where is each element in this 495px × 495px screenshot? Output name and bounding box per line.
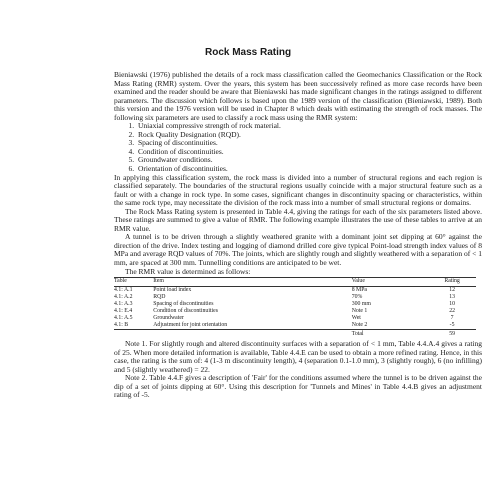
total-value: 59: [430, 330, 476, 339]
table-cell: RQD: [153, 294, 166, 301]
list-item: 6. Orientation of discontinuities.: [136, 165, 482, 174]
table-cell: 4.1: A.5: [114, 315, 133, 322]
rmr-system-paragraph: The Rock Mass Rating system is presented in Table 4.4, giving the ratings for each of the six parameters listed above. These ratings are summed to give a value of RMR. The following example illustrates the use of these tables to arrive at an RMR value.: [114, 206, 482, 233]
table-cell: 4.1: A.3: [114, 301, 133, 308]
table-cell: Point load index: [153, 287, 192, 294]
table-cell: 4.1: E.4: [114, 308, 133, 315]
table-cell: Note 2: [351, 322, 368, 329]
column-header: Item: [153, 278, 351, 287]
table-row: [114, 287, 476, 295]
table-cell: 12: [449, 287, 455, 294]
table-cell: -5: [449, 322, 455, 329]
table-cell: 8 MPa: [351, 287, 367, 294]
table-cell: 4.1: A.1: [114, 287, 133, 294]
list-item: 4. Condition of discontinuities.: [136, 148, 482, 157]
table-header-row: [114, 278, 476, 287]
rmr-table: [114, 277, 476, 338]
table-cell: 7: [450, 315, 454, 322]
table-cell: 13: [449, 294, 455, 301]
list-item: 1. Uniaxial compressive strength of rock material.: [136, 122, 482, 131]
table-cell: Adjustment for joint orientation: [153, 322, 228, 329]
intro-paragraph: Bieniawski (1976) published the details of a rock mass classification called the Geomechanics Classification or the Rock Mass Rating (RMR) system. Over the years, this system has been successively refined as more case records have been examined and the reader should be aware that Bieniawski has made significant changes in the ratings assigned to different parameters. The discussion which follows is based upon the 1989 version of the classification (Bieniawski, 1989). Both this version and the 1976 version will be used in Chapter 8 which deals with estimating the strength of rock masses. The following six parameters are used to classify a rock mass using the RMR system:: [114, 70, 482, 122]
column-header: Rating: [430, 278, 476, 287]
table-cell: Condition of discontinuities: [153, 308, 218, 315]
column-header: Value: [352, 278, 431, 287]
list-item: 5. Groundwater conditions.: [136, 156, 482, 165]
note-1-paragraph: Note 1. For slightly rough and altered discontinuity surfaces with a separation of < 1 mm, Table 4.4.A.4 gives a rating of 25. When more detailed information is available, Table 4.4.E can be used to obtain a more refined rating. Hence, in this case, the rating is the sum of: 4 (1-3 m discontinuity length), 4 (separation 0.1-1.0 mm), 3 (slightly rough), 6 (no infilling) and 5 (slightly weathered) = 22.: [114, 339, 482, 374]
structural-regions-paragraph: In applying this classification system, the rock mass is divided into a number of structural regions and each region is classified separately. The boundaries of the structural regions usually coincide with a major structural feature such as a fault or with a change in rock type. In some cases, significant changes in discontinuity spacing or characteristics, within the same rock type, may necessitate the division of the rock mass into a number of small structural regions or domains.: [114, 172, 482, 208]
rmr-determination-paragraph: The RMR value is determined as follows:: [125, 266, 251, 276]
table-cell: 4.1: A.2: [114, 294, 133, 301]
table-cell: 4.1: B: [114, 322, 129, 329]
table-cell: 70%: [351, 294, 363, 301]
column-header: Table: [114, 278, 153, 287]
table-row: [114, 322, 476, 330]
table-cell: Groundwater: [153, 315, 184, 322]
body-text: [114, 71, 482, 400]
section-heading: Rock Mass Rating: [205, 47, 292, 58]
rmr-table-wrapper: [114, 277, 482, 338]
list-item: 2. Rock Quality Designation (RQD).: [136, 131, 482, 140]
example-paragraph: A tunnel is to be driven through a slightly weathered granite with a dominant joint set dipping at 60° against the direction of the drive. Index testing and logging of diamond drilled core give typical Point-load strength index values of 8 MPa and average RQD values of 70%. The joints, which are slightly rough and slightly weathered with a separation of < 1 mm, are spaced at 300 mm. Tunnelling conditions are anticipated to be wet.: [114, 232, 482, 268]
table-cell: 300 mm: [351, 301, 371, 308]
parameter-list: [114, 122, 482, 173]
table-cell: Spacing of discontinuities: [153, 301, 214, 308]
note-2-paragraph: Note 2. Table 4.4.F gives a description of 'Fair' for the conditions assumed where the tunnel is to be driven against the dip of a set of joints dipping at 60°. Using this description for 'Tunnels and Mines' in Table 4.4.B gives an adjustment rating of -5.: [114, 373, 482, 400]
list-item: 3. Spacing of discontinuities.: [136, 139, 482, 148]
total-label: Total: [352, 330, 431, 339]
table-cell: 10: [449, 301, 455, 308]
table-cell: Wet: [351, 315, 361, 322]
table-cell: 22: [449, 308, 455, 315]
table-row: [114, 308, 476, 315]
table-cell: Note 1: [351, 308, 368, 315]
table-total-row: [114, 330, 476, 339]
